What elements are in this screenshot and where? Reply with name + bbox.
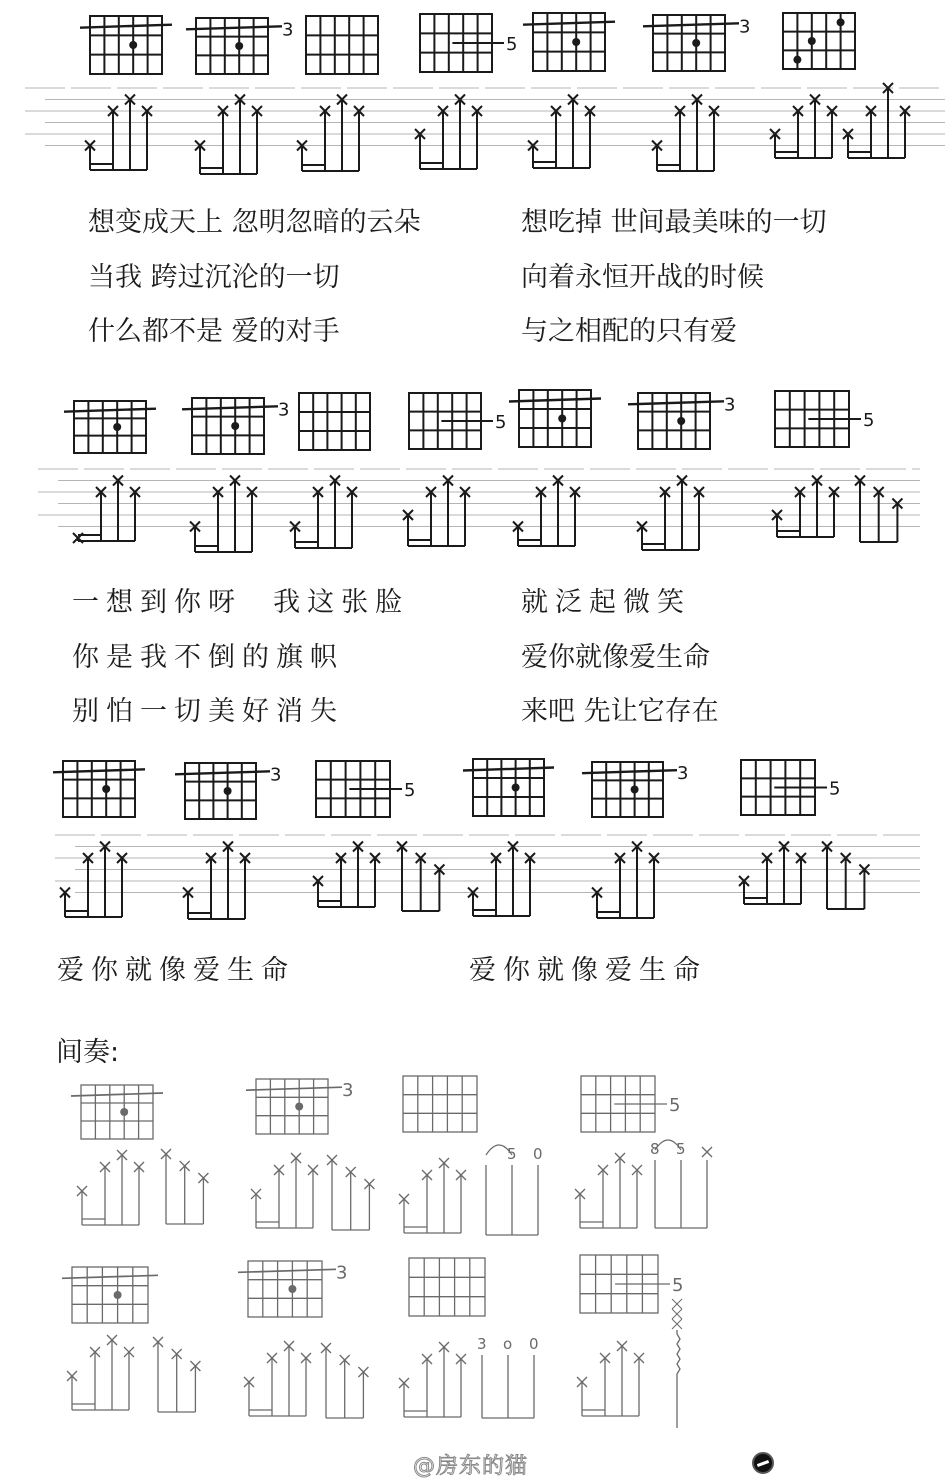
chord-diagram: [62, 1267, 158, 1323]
rhythm-stroke-group: [403, 476, 470, 547]
barre-line: [64, 409, 156, 412]
rhythm-stroke-group: [67, 1335, 134, 1410]
lyric-line: 向着永恒开战的时候: [521, 262, 764, 293]
fret-number-label: 5: [672, 1275, 684, 1296]
fret-number-label: 3: [739, 16, 751, 38]
rhythm-stroke-group: [397, 842, 444, 912]
chord-diagram: [316, 761, 415, 817]
lyric-line: 与之相配的只有爱: [521, 316, 737, 347]
rhythm-stroke-group: [313, 842, 380, 908]
staff-lines: [38, 469, 920, 527]
chord-diagram: [71, 1085, 163, 1139]
lyric-line: 就泛起微笑: [521, 587, 691, 618]
chord-diagram: [53, 761, 145, 817]
fingering-number: 8: [650, 1140, 660, 1158]
chord-diagram: [306, 16, 378, 74]
lyric-line: 想变成天上 忽明忽暗的云朵: [88, 207, 421, 238]
rhythm-stroke-group: [772, 476, 839, 538]
rhythm-stroke-group: [73, 476, 140, 544]
chord-diagram: [581, 1076, 680, 1132]
weibo-logo-icon: [752, 1452, 774, 1474]
finger-dot: [231, 422, 239, 430]
fingering-number: 5: [507, 1145, 517, 1163]
chord-diagram: [80, 16, 172, 74]
fingering-number: 3: [477, 1335, 487, 1353]
rhythm-stroke-group: [321, 1343, 368, 1418]
finger-dot: [793, 56, 801, 64]
chord-diagram: [420, 14, 517, 72]
rhythm-stroke-group: [415, 95, 482, 170]
interlude-title: 间奏:: [56, 1037, 120, 1068]
rhythm-stroke-group: [77, 1150, 144, 1225]
chord-diagram: [409, 393, 506, 449]
fret-number-label: 5: [863, 410, 875, 431]
rhythm-stroke-group: [327, 1155, 374, 1230]
barre-line: [523, 22, 615, 25]
rhythm-stroke-group: [399, 1158, 466, 1233]
rhythm-stroke-group: [652, 95, 719, 172]
rhythm-stroke-group: [153, 1337, 200, 1412]
finger-dot: [692, 39, 700, 47]
rhythm-stroke-group: [577, 1341, 644, 1416]
chord-diagram: [523, 13, 615, 71]
fret-number-label: 3: [282, 19, 294, 41]
finger-dot: [114, 1291, 122, 1299]
staff-lines: [25, 88, 945, 146]
rhythm-stroke-group: [739, 842, 806, 905]
rhythm-stroke-group: [528, 95, 595, 169]
finger-dot: [808, 37, 816, 45]
lyric-line: 爱你就像爱生命: [57, 955, 295, 986]
chord-diagram: [582, 762, 688, 817]
chord-diagram: [246, 1079, 353, 1134]
lyric-line: 一想到你呀 我这张脸: [72, 587, 410, 618]
finger-dot: [102, 785, 110, 793]
fingering-number: o: [503, 1335, 513, 1353]
barre-line: [463, 768, 554, 771]
finger-dot: [288, 1285, 296, 1293]
rhythm-stroke-group: [822, 842, 869, 910]
finger-dot: [224, 787, 232, 795]
rhythm-stroke-group: [161, 1149, 208, 1224]
rhythm-stroke-group: [672, 1299, 682, 1428]
fret-number-label: 3: [342, 1080, 354, 1102]
rhythm-stroke-group: [575, 1153, 642, 1228]
barre-line: [509, 399, 601, 402]
finger-dot: [129, 41, 137, 49]
fret-number-label: 3: [724, 394, 736, 416]
fingering-number: 5: [676, 1140, 686, 1158]
rhythm-stroke-group: [468, 842, 535, 917]
chord-diagram: [175, 763, 281, 819]
barre-line: [80, 25, 172, 28]
rhythm-stroke-group: [592, 842, 659, 919]
rhythm-stroke-group: [399, 1342, 466, 1417]
chord-diagram: [186, 18, 293, 74]
chord-diagram: [463, 759, 554, 816]
rhythm-stroke-group: [650, 1140, 712, 1228]
staff-lines: [55, 835, 920, 893]
barre-line: [71, 1093, 163, 1096]
chord-diagram: [783, 13, 855, 69]
lyric-line: 当我 跨过沉沦的一切: [88, 262, 340, 293]
fret-number-label: 5: [404, 780, 416, 801]
lyric-line: 爱你就像爱生命: [469, 955, 707, 986]
chord-diagram: [643, 15, 750, 71]
finger-dot: [295, 1103, 303, 1111]
rhythm-stroke-group: [855, 476, 902, 543]
rhythm-stroke-group: [244, 1341, 311, 1416]
fret-number-label: 3: [336, 1262, 348, 1284]
rhythm-stroke-group: [60, 842, 127, 918]
lyric-line: 想吃掉 世间最美味的一切: [521, 207, 827, 238]
finger-dot: [677, 417, 685, 425]
chord-diagram: [182, 398, 289, 454]
finger-dot: [235, 42, 243, 50]
rhythm-stroke-group: [477, 1335, 539, 1418]
rhythm-stroke-group: [770, 95, 837, 159]
chord-diagram: [509, 390, 601, 447]
rhythm-stroke-group: [486, 1145, 543, 1235]
fret-number-label: 5: [829, 778, 841, 800]
rhythm-stroke-group: [183, 842, 250, 920]
rhythm-stroke-group: [297, 95, 364, 172]
chord-diagram: [580, 1255, 683, 1313]
lyric-line: 爱你就像爱生命: [521, 642, 710, 673]
fret-number-label: 5: [669, 1095, 681, 1116]
lyric-line: 你是我不倒的旗帜: [72, 642, 344, 673]
chord-diagram: [741, 760, 840, 815]
rhythm-stroke-group: [637, 476, 704, 551]
finger-dot: [120, 1108, 128, 1116]
finger-dot: [558, 415, 566, 423]
lyric-line: 来吧 先让它存在: [521, 696, 719, 727]
rhythm-stroke-group: [190, 476, 257, 553]
finger-dot: [113, 423, 121, 431]
finger-dot: [512, 784, 520, 792]
finger-dot: [572, 38, 580, 46]
finger-dot: [837, 18, 845, 26]
chord-diagram: [409, 1258, 485, 1316]
rhythm-stroke-group: [290, 476, 357, 549]
lyric-line: 什么都不是 爱的对手: [88, 316, 340, 347]
barre-line: [62, 1275, 158, 1278]
chord-diagram: [64, 401, 156, 453]
fret-number-label: 3: [270, 764, 282, 786]
rhythm-stroke-group: [251, 1153, 318, 1228]
finger-dot: [631, 786, 639, 794]
chord-diagram: [775, 391, 874, 447]
chord-diagram: [403, 1076, 477, 1132]
fret-number-label: 3: [677, 763, 689, 785]
rhythm-stroke-group: [513, 476, 580, 547]
fret-number-label: 5: [506, 34, 518, 55]
chord-diagram: [299, 393, 370, 450]
chord-diagram: [238, 1261, 347, 1317]
watermark-text: @房东的猫: [413, 1454, 529, 1479]
fret-number-label: 5: [495, 412, 507, 433]
barre-line: [53, 769, 145, 772]
fingering-number: 0: [529, 1335, 539, 1353]
fingering-number: 0: [533, 1145, 543, 1163]
fret-number-label: 3: [278, 399, 290, 421]
chord-diagram: [628, 393, 735, 449]
lyric-line: 别怕一切美好消失: [72, 696, 344, 727]
rhythm-stroke-group: [85, 95, 152, 171]
rhythm-stroke-group: [843, 83, 910, 158]
barre-line: [238, 1269, 336, 1272]
